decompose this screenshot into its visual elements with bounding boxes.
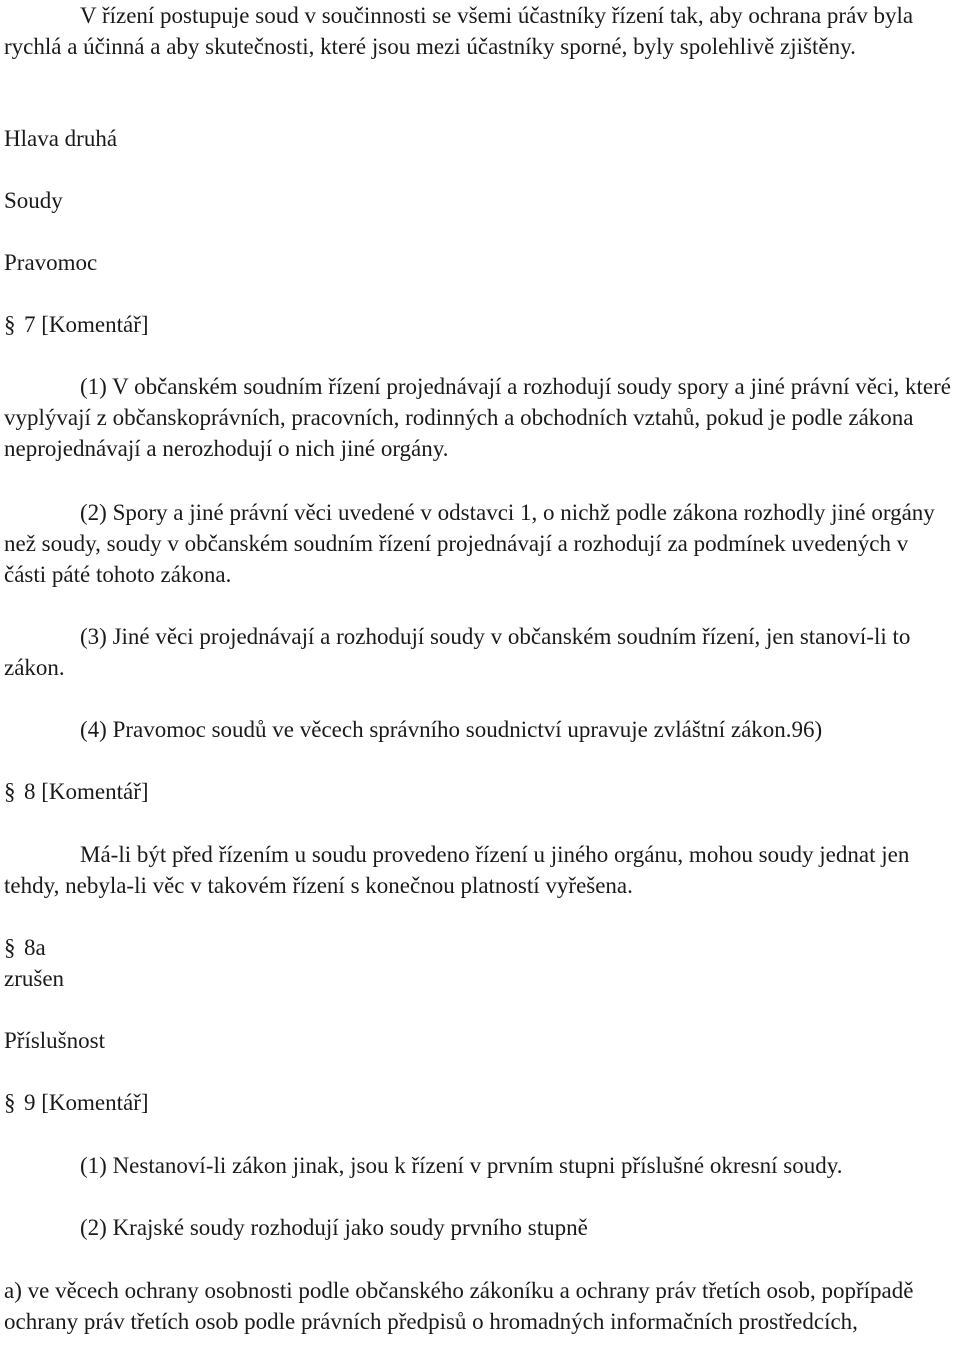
paragraph-9-subsection-1: (1) Nestanoví-li zákon jinak, jsou k řízení v prvním stupni příslušné okresní soudy.: [80, 1153, 843, 1178]
paragraph-7-subsection-1: (1) V občanském soudním řízení projednávají a rozhodují soudy spory a jiné právní věci, které vyplývají z občanskoprávních, pracovních, rodinných a obchodních vztahů, pokud je podle zákona neprojednávají a nerozhodují o nich jiné orgány.: [4, 374, 952, 461]
paragraph-8-text: Má-li být před řízením u soudu provedeno řízení u jiného orgánu, mohou soudy jednat jen tehdy, nebyla-li věc v takovém řízení s konečnou platností vyřešena.: [4, 842, 910, 898]
paragraph-9-heading: [4, 1087, 954, 1118]
paragraph-7-subsection-4: (4) Pravomoc soudů ve věcech správního soudnictví upravuje zvláštní zákon.96): [80, 717, 823, 742]
intro-paragraph: V řízení postupuje soud v součinnosti se všemi účastníky řízení tak, aby ochrana práv byla rychlá a účinná a aby skutečnosti, které jsou mezi účastníky sporné, byly spolehlivě zjištěny.: [4, 3, 914, 59]
section-sign: §: [4, 312, 16, 337]
paragraph-7-subsection-2: (2) Spory a jiné právní věci uvedené v odstavci 1, o nichž podle zákona rozhodly jiné orgány než soudy, soudy v občanském soudním řízení projednávají a rozhodují za podmínek uvedených v části páté tohoto zákona.: [4, 500, 935, 587]
chapter-title: Hlava druhá: [4, 126, 118, 151]
section-sign: §: [4, 1090, 16, 1115]
section-heading-prislusnost: Příslušnost: [4, 1028, 105, 1053]
paragraph-8a-heading: [4, 932, 954, 963]
paragraph-8-heading: [4, 776, 954, 807]
section-sign: §: [4, 935, 16, 960]
chapter-subtitle: Soudy: [4, 188, 63, 213]
paragraph-9-item-a: a) ve věcech ochrany osobnosti podle občanského zákoníku a ochrany práv třetích osob, popřípadě ochrany práv třetích osob podle právních předpisů o hromadných informačních prostředcích,: [4, 1278, 914, 1334]
section-heading-pravomoc: Pravomoc: [4, 250, 98, 275]
paragraph-8a-label: 8a: [24, 935, 46, 960]
paragraph-7-link[interactable]: 7 [Komentář]: [24, 312, 149, 337]
paragraph-7-heading: [4, 309, 954, 340]
paragraph-9-subsection-2: (2) Krajské soudy rozhodují jako soudy prvního stupně: [80, 1215, 588, 1240]
section-sign: §: [4, 779, 16, 804]
paragraph-9-link[interactable]: 9 [Komentář]: [24, 1090, 149, 1115]
paragraph-8a-status: zrušen: [4, 966, 65, 991]
paragraph-8-link[interactable]: 8 [Komentář]: [24, 779, 149, 804]
paragraph-7-subsection-3: (3) Jiné věci projednávají a rozhodují soudy v občanském soudním řízení, jen stanoví-li to zákon.: [4, 624, 911, 680]
